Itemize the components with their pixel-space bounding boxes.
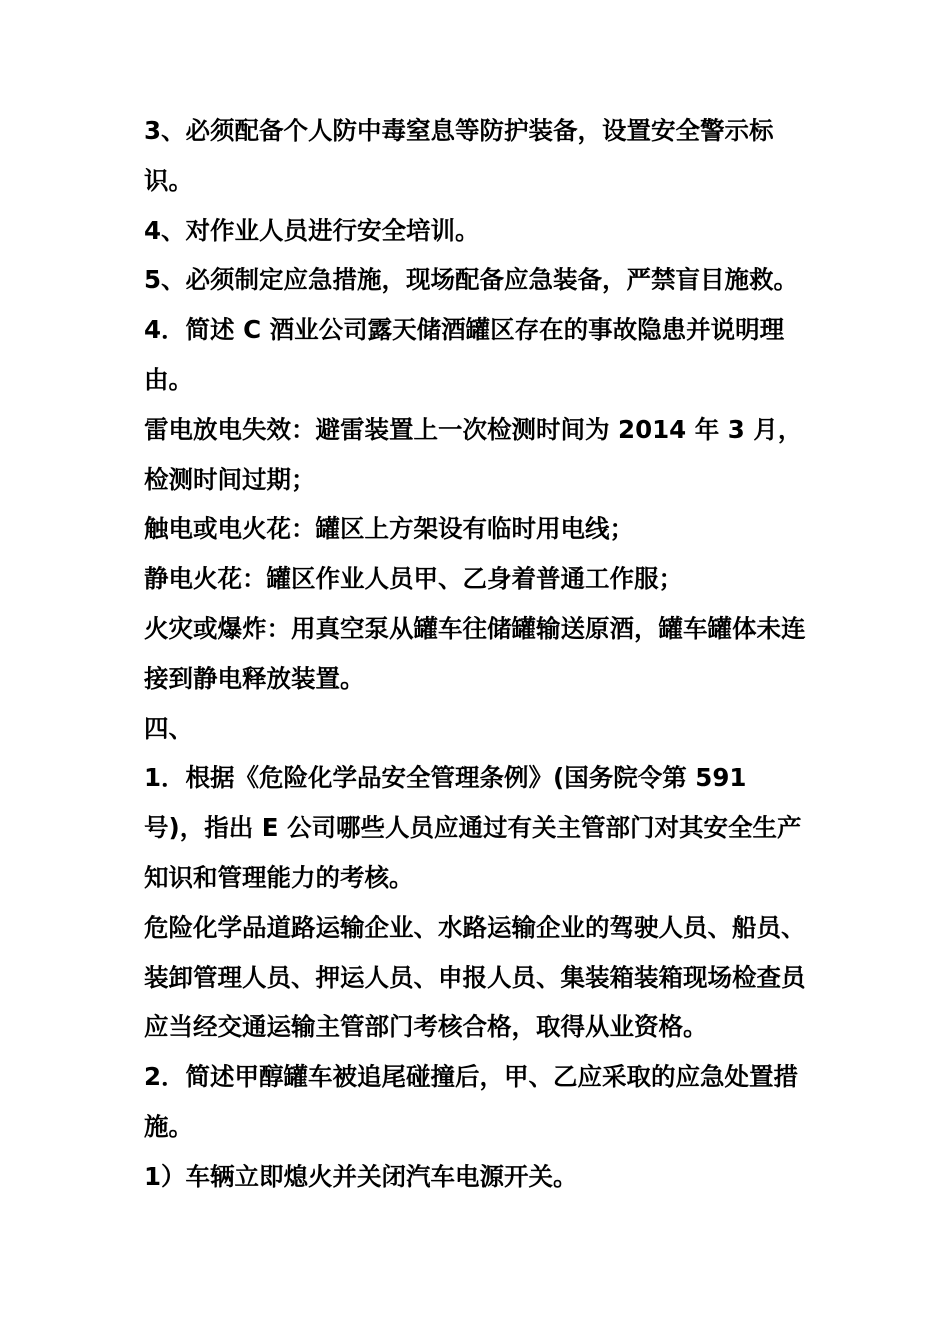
answer-electric-shock: 触电或电火花：罐区上方架设有临时用电线；: [144, 514, 634, 544]
section-heading-four: 四、: [144, 713, 193, 743]
question-1-regulation: 1．根据《危险化学品安全管理条例》(国务院令第 591 号)，指出 E 公司哪些人员应通过有关主管部门对其安全生产知识和管理能力的考核。: [144, 763, 802, 892]
answer-step-1: 1）车辆立即熄火并关闭汽车电源开关。: [144, 1161, 578, 1191]
answer-static-spark: 静电火花：罐区作业人员甲、乙身着普通工作服；: [144, 564, 683, 594]
question-2-emergency-response: 2．简述甲醇罐车被追尾碰撞后，甲、乙应采取的应急处置措施。: [144, 1062, 799, 1141]
question-4-hazards: 4．简述 C 酒业公司露天储酒罐区存在的事故隐患并说明理由。: [144, 315, 785, 394]
paragraph-protective-equipment: 3、必须配备个人防中毒窒息等防护装备，设置安全警示标识。: [144, 116, 774, 195]
document-body: [144, 106, 814, 1202]
paragraph-safety-training: 4、对作业人员进行安全培训。: [144, 215, 480, 245]
paragraph-emergency-measures: 5、必须制定应急措施，现场配备应急装备，严禁盲目施救。: [144, 265, 799, 295]
answer-lightning: 雷电放电失效：避雷装置上一次检测时间为 2014 年 3 月，检测时间过期；: [144, 414, 803, 494]
answer-personnel-qualification: 危险化学品道路运输企业、水路运输企业的驾驶人员、船员、装卸管理人员、押运人员、申报人员、集装箱装箱现场检查员应当经交通运输主管部门考核合格，取得从业资格。: [144, 912, 806, 1042]
answer-fire-explosion: 火灾或爆炸：用真空泵从罐车往储罐输送原酒，罐车罐体未连接到静电释放装置。: [144, 613, 806, 693]
